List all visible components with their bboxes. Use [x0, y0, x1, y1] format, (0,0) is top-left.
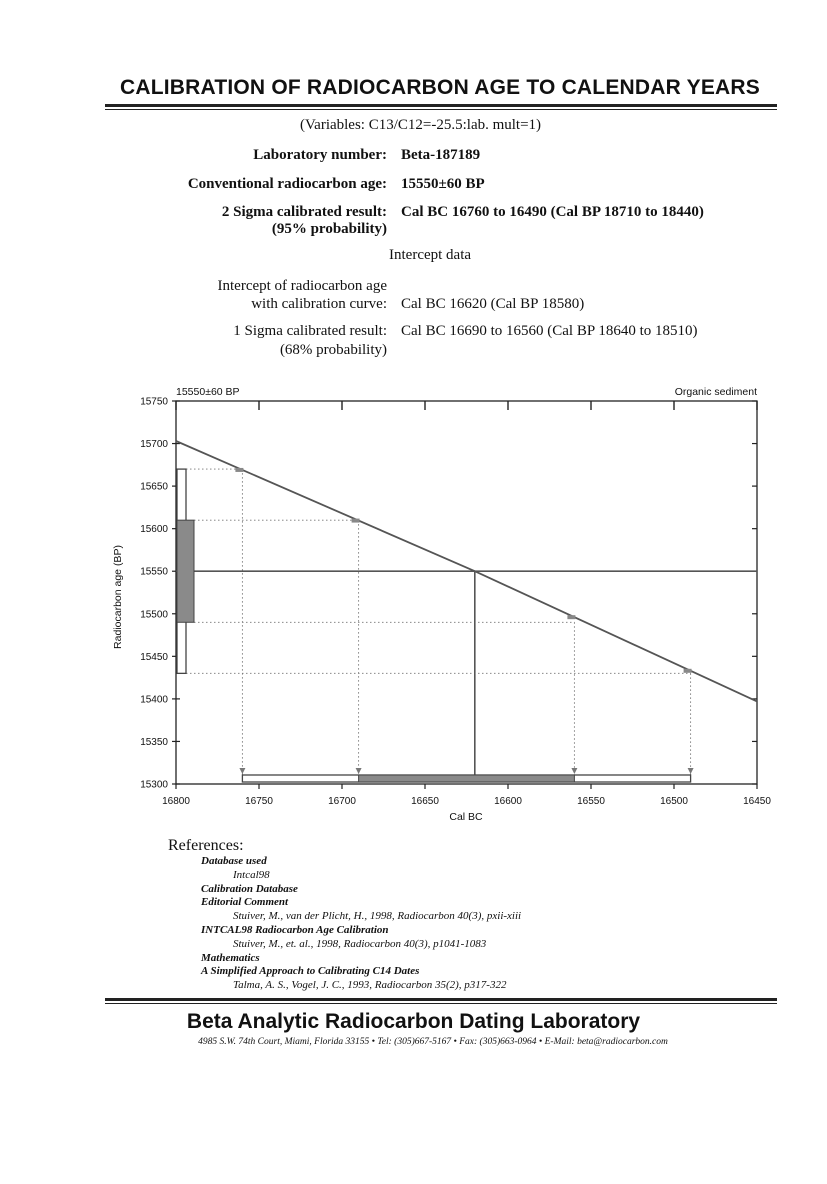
curve-marker — [235, 468, 243, 472]
plot-frame — [176, 401, 757, 784]
sigma2-sublabel: (95% probability) — [271, 221, 387, 237]
conv-age-value: 15550±60 BP — [401, 176, 485, 192]
lab-address: 4985 S.W. 74th Court, Miami, Florida 33155 • Tel: (305)667-5167 • Fax: (305)663-0964 • E-Mail: beta@radiocarbon.com — [198, 1037, 668, 1047]
y-tick-label: 15550 — [140, 566, 168, 578]
sigma2-label: 2 Sigma calibrated result: — [221, 204, 387, 220]
chart-top-left-label: 15550±60 BP — [176, 386, 240, 398]
y-tick-label: 15300 — [140, 779, 168, 791]
reference-heading: INTCAL98 Radiocarbon Age Calibration — [201, 923, 389, 936]
x-tick-label: 16650 — [411, 796, 439, 807]
reference-heading: Mathematics — [201, 951, 260, 964]
sigma1-sublabel: (68% probability) — [279, 342, 387, 358]
cal-arrow-marker — [688, 768, 694, 774]
page-title: CALIBRATION OF RADIOCARBON AGE TO CALENDAR YEARS — [120, 76, 760, 99]
reference-citation: Stuiver, M., van der Plicht, H., 1998, Radiocarbon 40(3), pxii-xiii — [233, 910, 522, 923]
lab-number-value: Beta-187189 — [401, 147, 481, 163]
sigma1-age-box — [177, 520, 194, 622]
reference-citation: Talma, A. S., Vogel, J. C., 1993, Radiocarbon 35(2), p317-322 — [233, 979, 507, 992]
curve-marker — [684, 669, 692, 673]
footer-rule — [105, 998, 777, 1001]
y-tick-label: 15350 — [140, 736, 168, 748]
intercept-label-2: with calibration curve: — [251, 296, 387, 312]
x-tick-label: 16600 — [494, 796, 522, 807]
reference-heading: Editorial Comment — [201, 896, 289, 909]
x-tick-label: 16500 — [660, 796, 688, 807]
footer-rule-thin — [105, 1003, 777, 1004]
x-tick-label: 16800 — [162, 796, 190, 807]
reference-citation: Intcal98 — [233, 868, 270, 881]
intercept-heading: Intercept data — [389, 247, 472, 263]
cal-arrow-marker — [571, 768, 577, 774]
y-tick-label: 15400 — [140, 694, 168, 706]
intercept-label-1: Intercept of radiocarbon age — [217, 278, 387, 294]
intercept-value: Cal BC 16620 (Cal BP 18580) — [401, 296, 585, 312]
variables-line: (Variables: C13/C12=-25.5:lab. mult=1) — [300, 117, 542, 133]
y-tick-label: 15650 — [140, 481, 168, 493]
references — [168, 837, 521, 993]
curve-marker — [352, 519, 360, 523]
x-tick-label: 16700 — [328, 796, 356, 807]
cal-arrow-marker — [356, 768, 362, 774]
conv-age-label: Conventional radiocarbon age: — [187, 176, 387, 192]
curve-marker — [567, 615, 575, 619]
sigma1-value: Cal BC 16690 to 16560 (Cal BP 18640 to 18510) — [401, 323, 698, 339]
lab-name: Beta Analytic Radiocarbon Dating Laboratory — [186, 1010, 641, 1033]
chart-x-label: Cal BC — [449, 811, 483, 823]
reference-heading: A Simplified Approach to Calibrating C14 Dates — [201, 965, 420, 978]
y-tick-label: 15600 — [140, 524, 168, 536]
sigma2-value: Cal BC 16760 to 16490 (Cal BP 18710 to 18440) — [401, 204, 704, 220]
reference-heading: Calibration Database — [201, 882, 298, 895]
references-list — [168, 855, 521, 993]
y-tick-label: 15700 — [140, 439, 168, 451]
chart-y-label: Radiocarbon age (BP) — [112, 545, 124, 649]
y-tick-label: 15750 — [140, 396, 168, 408]
x-tick-label: 16550 — [577, 796, 605, 807]
cal-arrow-marker — [239, 768, 245, 774]
lab-number-label: Laboratory number: — [253, 147, 387, 163]
references-title: References: — [168, 837, 244, 854]
reference-citation: Stuiver, M., et. al., 1998, Radiocarbon 40(3), p1041-1083 — [233, 937, 487, 950]
sigma1-cal-box — [359, 775, 575, 782]
y-tick-label: 15450 — [140, 651, 168, 663]
x-tick-label: 16750 — [245, 796, 273, 807]
chart-top-right-label: Organic sediment — [674, 386, 757, 398]
y-tick-label: 15500 — [140, 609, 168, 621]
x-tick-label: 16450 — [743, 796, 771, 807]
reference-heading: Database used — [201, 855, 267, 867]
sigma1-label: 1 Sigma calibrated result: — [233, 323, 387, 339]
